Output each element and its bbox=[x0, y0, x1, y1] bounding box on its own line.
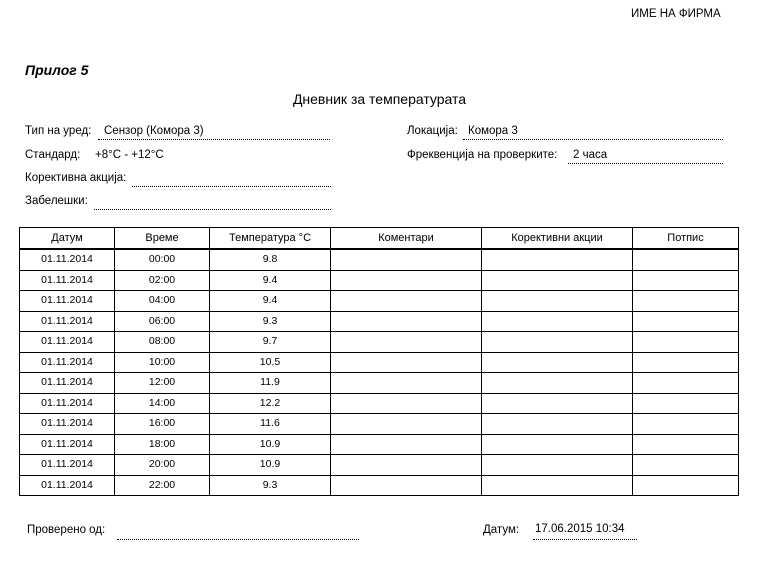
column-header-date: Датум bbox=[20, 228, 115, 250]
cell-signature bbox=[633, 414, 739, 435]
cell-temperature: 9.7 bbox=[210, 332, 331, 353]
cell-temperature: 11.9 bbox=[210, 373, 331, 394]
corrective-action-label: Корективна акција: bbox=[25, 172, 127, 184]
cell-corrective-actions bbox=[482, 414, 633, 435]
cell-time: 04:00 bbox=[115, 291, 210, 312]
table-row bbox=[20, 332, 739, 353]
table-row bbox=[20, 311, 739, 332]
cell-date: 01.11.2014 bbox=[20, 434, 115, 455]
standard-value: +8°C - +12°C bbox=[95, 149, 164, 161]
cell-comments bbox=[331, 393, 482, 414]
cell-time: 12:00 bbox=[115, 373, 210, 394]
column-header-comments: Коментари bbox=[331, 228, 482, 250]
cell-comments bbox=[331, 434, 482, 455]
cell-date: 01.11.2014 bbox=[20, 332, 115, 353]
location-value: Комора 3 bbox=[468, 125, 518, 137]
table-row bbox=[20, 475, 739, 496]
cell-date: 01.11.2014 bbox=[20, 311, 115, 332]
cell-corrective-actions bbox=[482, 475, 633, 496]
page-title: Дневник за температурата bbox=[292, 91, 467, 107]
device-type-dotted-line bbox=[98, 139, 330, 140]
cell-corrective-actions bbox=[482, 393, 633, 414]
cell-signature bbox=[633, 475, 739, 496]
cell-corrective-actions bbox=[482, 332, 633, 353]
cell-corrective-actions bbox=[482, 249, 633, 270]
cell-corrective-actions bbox=[482, 270, 633, 291]
cell-comments bbox=[331, 373, 482, 394]
column-header-time: Време bbox=[115, 228, 210, 250]
cell-signature bbox=[633, 270, 739, 291]
cell-comments bbox=[331, 332, 482, 353]
column-header-temperature: Температура °C bbox=[210, 228, 331, 250]
cell-comments bbox=[331, 311, 482, 332]
cell-time: 18:00 bbox=[115, 434, 210, 455]
cell-temperature: 9.3 bbox=[210, 475, 331, 496]
cell-temperature: 10.5 bbox=[210, 352, 331, 373]
cell-time: 20:00 bbox=[115, 455, 210, 476]
table-row bbox=[20, 373, 739, 394]
table-row bbox=[20, 455, 739, 476]
cell-comments bbox=[331, 414, 482, 435]
cell-time: 14:00 bbox=[115, 393, 210, 414]
cell-temperature: 11.6 bbox=[210, 414, 331, 435]
cell-date: 01.11.2014 bbox=[20, 455, 115, 476]
table-header-row bbox=[20, 228, 739, 250]
cell-comments bbox=[331, 291, 482, 312]
table-row bbox=[20, 434, 739, 455]
cell-temperature: 9.3 bbox=[210, 311, 331, 332]
cell-time: 10:00 bbox=[115, 352, 210, 373]
frequency-label: Фреквенција на проверките: bbox=[407, 149, 558, 161]
frequency-value: 2 часа bbox=[573, 149, 608, 161]
table-row bbox=[20, 393, 739, 414]
cell-signature bbox=[633, 393, 739, 414]
table-row bbox=[20, 270, 739, 291]
cell-time: 22:00 bbox=[115, 475, 210, 496]
cell-corrective-actions bbox=[482, 311, 633, 332]
cell-date: 01.11.2014 bbox=[20, 373, 115, 394]
cell-corrective-actions bbox=[482, 291, 633, 312]
cell-signature bbox=[633, 455, 739, 476]
notes-dotted-line bbox=[94, 209, 331, 210]
cell-time: 06:00 bbox=[115, 311, 210, 332]
cell-date: 01.11.2014 bbox=[20, 475, 115, 496]
table-row bbox=[20, 249, 739, 270]
cell-date: 01.11.2014 bbox=[20, 270, 115, 291]
cell-signature bbox=[633, 291, 739, 312]
location-dotted-line bbox=[463, 139, 723, 140]
date-value: 17.06.2015 10:34 bbox=[535, 523, 625, 535]
cell-date: 01.11.2014 bbox=[20, 393, 115, 414]
appendix-label: Прилог 5 bbox=[25, 62, 89, 78]
cell-comments bbox=[331, 475, 482, 496]
company-name: ИМЕ НА ФИРМА bbox=[631, 8, 721, 20]
date-dotted-line bbox=[533, 539, 637, 540]
cell-temperature: 12.2 bbox=[210, 393, 331, 414]
cell-temperature: 10.9 bbox=[210, 434, 331, 455]
cell-corrective-actions bbox=[482, 352, 633, 373]
cell-temperature: 9.4 bbox=[210, 291, 331, 312]
cell-time: 02:00 bbox=[115, 270, 210, 291]
cell-temperature: 9.4 bbox=[210, 270, 331, 291]
location-label: Локација: bbox=[407, 125, 458, 137]
cell-signature bbox=[633, 373, 739, 394]
cell-signature bbox=[633, 249, 739, 270]
cell-time: 00:00 bbox=[115, 249, 210, 270]
cell-temperature: 9.8 bbox=[210, 249, 331, 270]
cell-time: 08:00 bbox=[115, 332, 210, 353]
cell-date: 01.11.2014 bbox=[20, 352, 115, 373]
cell-date: 01.11.2014 bbox=[20, 291, 115, 312]
cell-date: 01.11.2014 bbox=[20, 249, 115, 270]
temperature-log-table bbox=[19, 227, 739, 496]
column-header-corrective-actions: Корективни акции bbox=[482, 228, 633, 250]
cell-signature bbox=[633, 332, 739, 353]
checked-by-dotted-line bbox=[117, 539, 359, 540]
device-type-label: Тип на уред: bbox=[25, 125, 92, 137]
table-row bbox=[20, 291, 739, 312]
cell-date: 01.11.2014 bbox=[20, 414, 115, 435]
cell-signature bbox=[633, 434, 739, 455]
cell-comments bbox=[331, 352, 482, 373]
cell-corrective-actions bbox=[482, 434, 633, 455]
cell-corrective-actions bbox=[482, 455, 633, 476]
table-row bbox=[20, 414, 739, 435]
column-header-signature: Потпис bbox=[633, 228, 739, 250]
cell-corrective-actions bbox=[482, 373, 633, 394]
cell-comments bbox=[331, 249, 482, 270]
corrective-action-dotted-line bbox=[132, 186, 331, 187]
cell-comments bbox=[331, 270, 482, 291]
cell-comments bbox=[331, 455, 482, 476]
cell-time: 16:00 bbox=[115, 414, 210, 435]
checked-by-label: Проверено од: bbox=[27, 524, 106, 536]
notes-label: Забелешки: bbox=[25, 195, 88, 207]
standard-label: Стандард: bbox=[25, 149, 81, 161]
cell-temperature: 10.9 bbox=[210, 455, 331, 476]
date-label: Датум: bbox=[483, 524, 520, 536]
cell-signature bbox=[633, 311, 739, 332]
table-row bbox=[20, 352, 739, 373]
frequency-dotted-line bbox=[568, 163, 723, 164]
cell-signature bbox=[633, 352, 739, 373]
device-type-value: Сензор (Комора 3) bbox=[104, 125, 204, 137]
